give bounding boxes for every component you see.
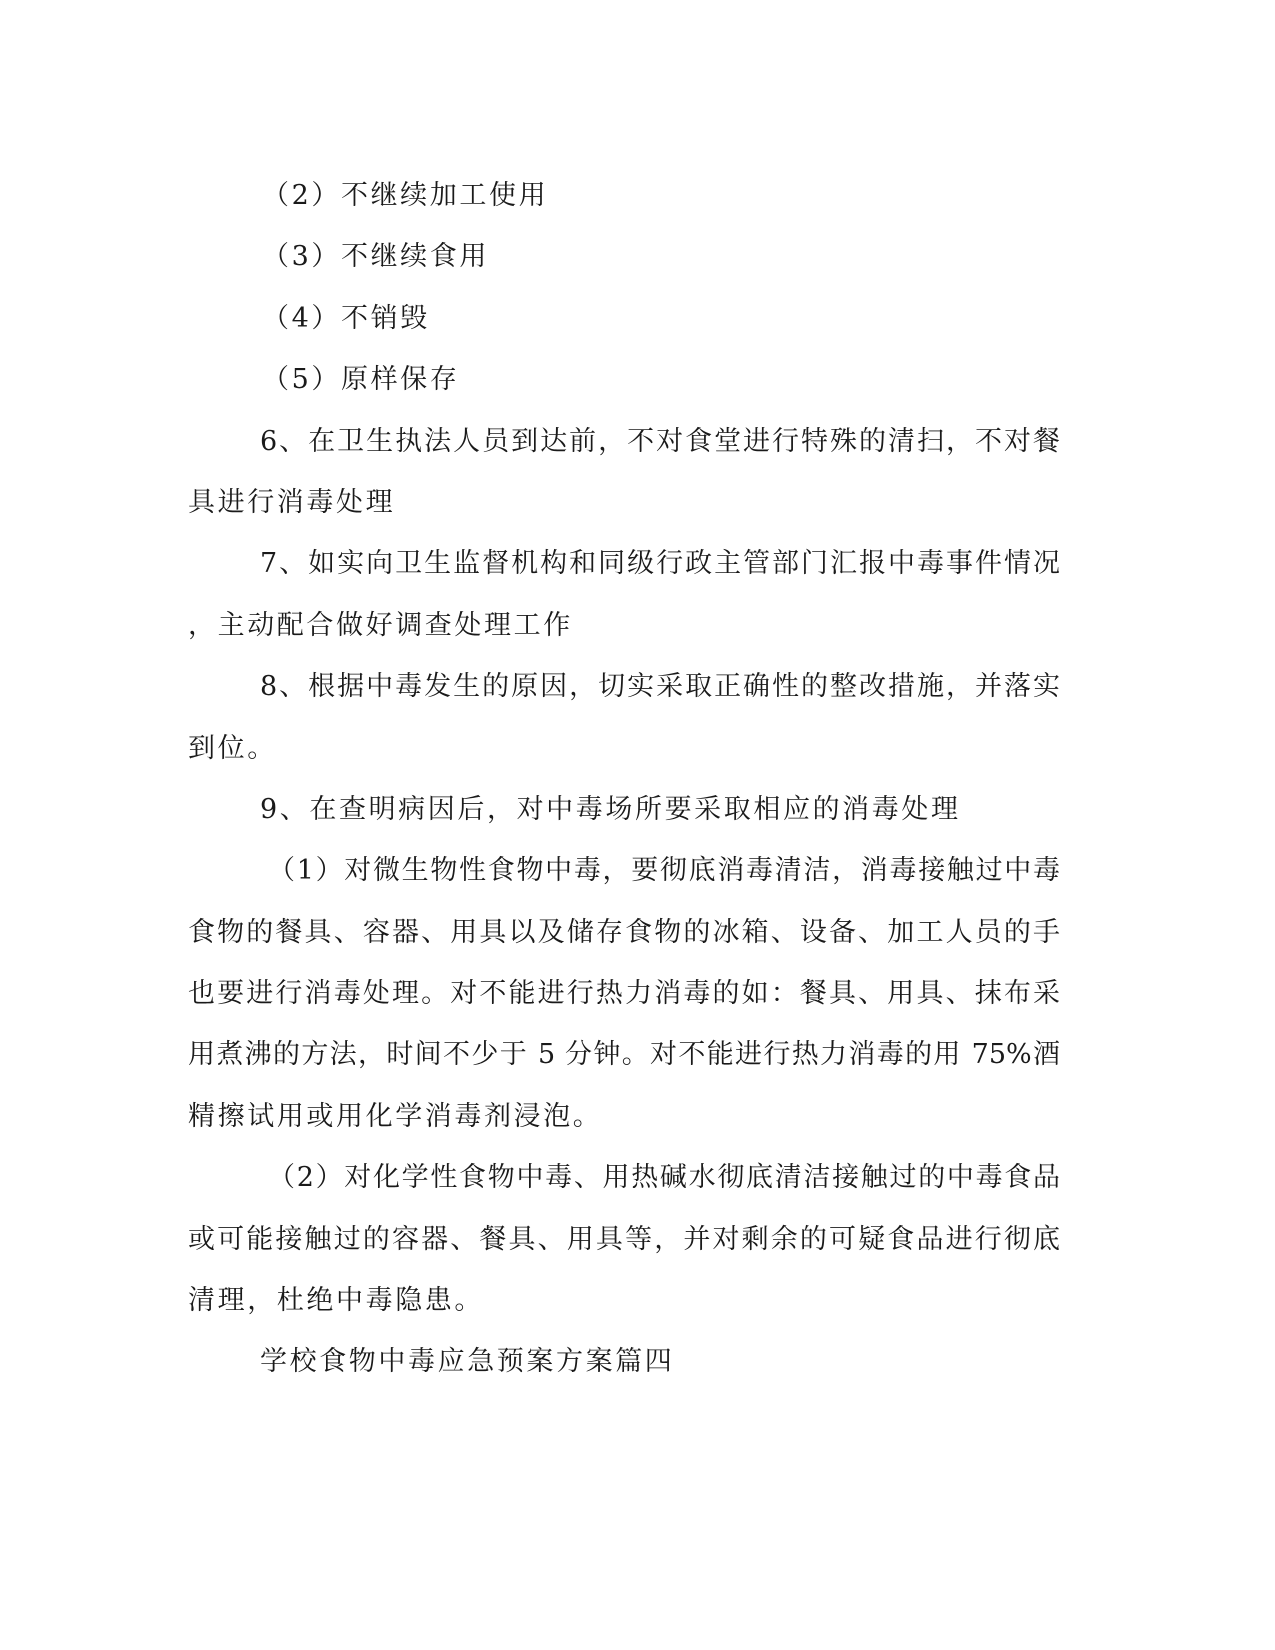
- text-line: 具进行消毒处理: [188, 486, 396, 518]
- text-line: （2）不继续加工使用: [262, 180, 549, 211]
- document-body: [188, 165, 1060, 1393]
- text-line: 也要进行消毒处理。对不能进行热力消毒的如：餐具、用具、抹布采: [188, 978, 1060, 1010]
- text-line: 食物的餐具、容器、用具以及储存食物的冰箱、设备、加工人员的手: [188, 916, 1060, 948]
- section-heading: 学校食物中毒应急预案方案篇四: [260, 1346, 675, 1378]
- text-line: （4）不销毁: [262, 302, 430, 334]
- text-line: 或可能接触过的容器、餐具、用具等，并对剩余的可疑食品进行彻底: [188, 1223, 1060, 1255]
- text-line: 9、在查明病因后，对中毒场所要采取相应的消毒处理: [260, 793, 961, 825]
- text-line: 7、如实向卫生监督机构和同级行政主管部门汇报中毒事件情况: [260, 548, 1060, 580]
- text-line: （2）对化学性食物中毒、用热碱水彻底清洁接触过的中毒食品: [268, 1162, 1060, 1194]
- text-line: 到位。: [188, 732, 277, 764]
- text-line: 用煮沸的方法，时间不少于 5 分钟。对不能进行热力消毒的用 75%酒: [188, 1039, 1060, 1071]
- text-line: （1）对微生物性食物中毒，要彻底消毒清洁，消毒接触过中毒: [268, 855, 1060, 887]
- text-line: 6、在卫生执法人员到达前，不对食堂进行特殊的清扫，不对餐: [260, 425, 1060, 457]
- text-line: （5）原样保存: [262, 364, 460, 396]
- text-line: 精擦试用或用化学消毒剂浸泡。: [188, 1100, 603, 1132]
- text-line: 8、根据中毒发生的原因，切实采取正确性的整改措施，并落实: [260, 671, 1060, 703]
- text-line: ，主动配合做好调查处理工作: [188, 609, 573, 641]
- text-line: （3）不继续食用: [262, 241, 489, 273]
- text-line: 清理，杜绝中毒隐患。: [188, 1285, 484, 1317]
